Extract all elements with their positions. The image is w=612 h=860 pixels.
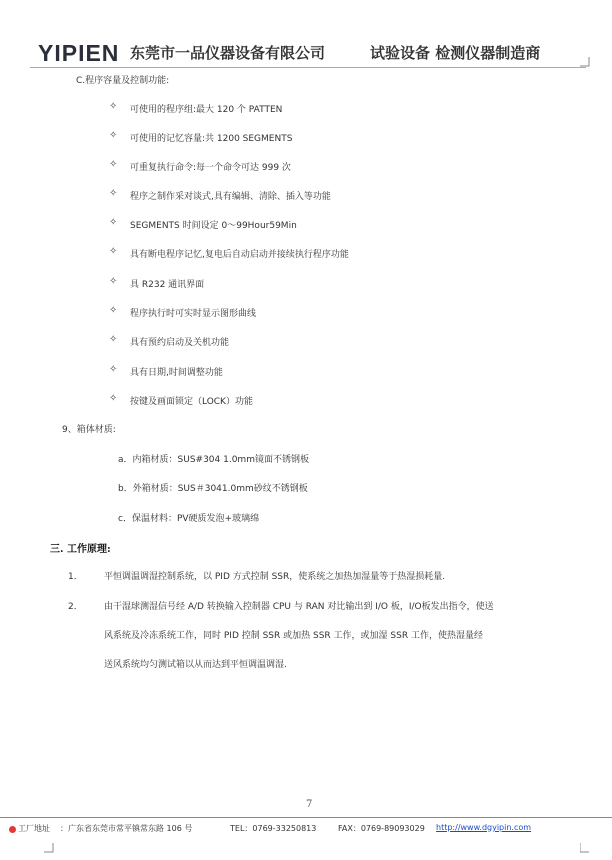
footer-divider <box>0 817 612 818</box>
bullet-icon: ✧ <box>109 334 118 345</box>
list-item: a．内箱材质：SUS#304 1.0mm镜面不锈钢板 <box>118 455 309 465</box>
header-divider <box>30 67 586 68</box>
list-item: 具有断电程序记忆,复电后自动启动并接续执行程序功能 <box>130 250 349 260</box>
bullet-icon: ✧ <box>109 246 118 257</box>
list-item: 程序之制作采对谈式,具有编辑、清除、插入等功能 <box>130 192 331 202</box>
bullet-icon: ✧ <box>109 188 118 199</box>
list-item: 按键及画面锁定（LOCK）功能 <box>130 397 253 407</box>
bullet-icon: ✧ <box>109 364 118 375</box>
company-name: 东莞市一品仪器设备有限公司 <box>130 44 326 62</box>
list-item: b．外箱材质：SUS＃3041.0mm砂纹不锈钢板 <box>118 484 308 494</box>
footer-website-link[interactable]: http://www.dgyipin.com <box>436 823 532 832</box>
bullet-icon: ✧ <box>109 130 118 141</box>
list-item: 可使用的程序组:最大 120 个 PATTEN <box>130 105 283 115</box>
list-item: SEGMENTS 时间设定 0～99Hour59Min <box>130 221 297 231</box>
corner-mark-bottom-left <box>44 843 54 853</box>
bullet-icon: ✧ <box>109 276 118 287</box>
list-item: 可重复执行命令:每一个命令可达 999 次 <box>130 163 291 173</box>
footer-address-label: 工厂地址 <box>18 824 50 833</box>
list-item: 可使用的记忆容量:共 1200 SEGMENTS <box>130 134 293 144</box>
bullet-icon: ✧ <box>109 305 118 316</box>
page-number: 7 <box>306 799 313 810</box>
section-title-material: 9、箱体材质: <box>62 425 116 435</box>
footer-fax: FAX：0769-89093029 <box>338 824 425 833</box>
paragraph-line: 平恒调温调湿控制系统，以 PID 方式控制 SSR，使系统之加热加湿量等于热湿损耗量. <box>104 572 446 582</box>
list-item: 具 R232 通讯界面 <box>130 280 205 290</box>
footer-tel: TEL：0769-33250813 <box>230 824 317 833</box>
paragraph-line: 风系统及冷冻系统工作，同时 PID 控制 SSR 或加热 SSR 工作，或加湿 SSR 工作，使热湿量经 <box>104 631 483 641</box>
corner-mark-bottom-right <box>580 843 590 853</box>
corner-mark-top-right <box>580 57 590 67</box>
paragraph-line: 送风系统均匀测试箱以从而达到平恒调温调湿. <box>104 660 287 670</box>
paragraph-line: 由干湿球测湿信号经 A/D 转换输入控制器 CPU 与 RAN 对比输出到 I/O 板，I/O板发出指令，使送 <box>104 602 494 612</box>
item-number: 2． <box>68 602 83 612</box>
company-logo: YIPIEN <box>38 40 120 66</box>
location-dot-icon <box>9 826 16 833</box>
section-title-program: C.程序容量及控制功能: <box>76 76 170 86</box>
footer-address: ：广东省东莞市常平镇常东路 106 号 <box>60 824 193 833</box>
bullet-icon: ✧ <box>109 159 118 170</box>
company-tagline: 试验设备 检测仪器制造商 <box>370 44 541 62</box>
list-item: 具有预约启动及关机功能 <box>130 338 230 348</box>
bullet-icon: ✧ <box>109 393 118 404</box>
list-item: c．保温材料：PV硬质发泡+玻璃绵 <box>118 514 260 524</box>
section-title-principle: 三. 工作原理: <box>50 544 111 555</box>
list-item: 程序执行时可实时显示图形曲线 <box>130 309 257 319</box>
list-item: 具有日期,时间调整功能 <box>130 368 223 378</box>
item-number: 1． <box>68 572 83 582</box>
bullet-icon: ✧ <box>109 217 118 228</box>
bullet-icon: ✧ <box>109 101 118 112</box>
